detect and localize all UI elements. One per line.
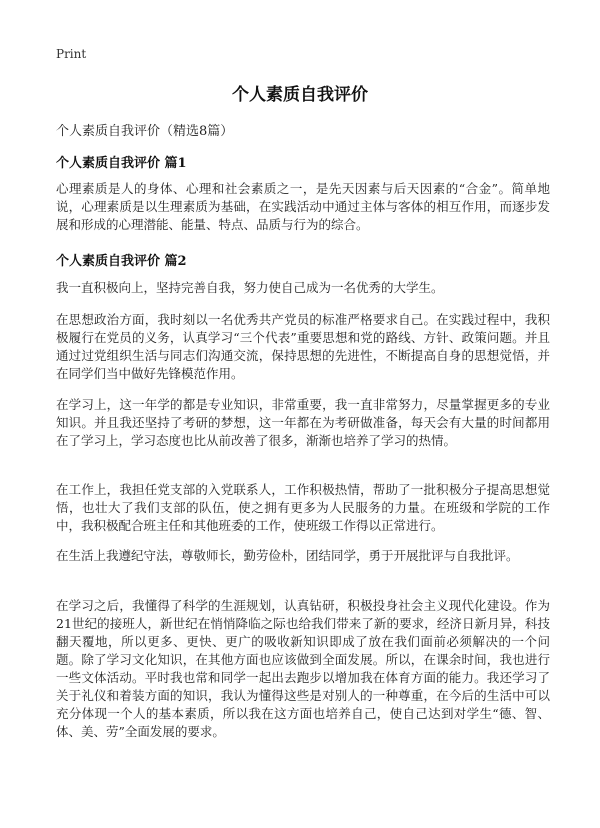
- section-2-paragraph-1: 我一直积极向上，坚持完善自我，努力使自己成为一名优秀的大学生。: [56, 280, 444, 295]
- page-subtitle: 个人素质自我评价（精选8篇）: [56, 124, 234, 139]
- section-2-paragraph-5: 在生活上我遵纪守法，尊敬师长，勤劳俭朴，团结同学，勇于开展批评与自我批评。: [56, 548, 519, 563]
- section-2-paragraph-4: 在工作上，我担任党支部的入党联系人，工作积极热情，帮助了一批积极分子提高思想觉悟，也壮大了我们支部的队伍，使之拥有更多为人民服务的力量。在班级和学院的工作中，我积极配合班主任和其他班委的工作，使班级工作得以正常进行。: [56, 482, 550, 533]
- section-heading-1: 个人素质自我评价 篇1: [56, 156, 187, 171]
- section-heading-2: 个人素质自我评价 篇2: [56, 254, 187, 269]
- section-2-paragraph-2: 在思想政治方面，我时刻以一名优秀共产党员的标准严格要求自己。在实践过程中，我积极履行在党员的义务，认真学习“三个代表”重要思想和党的路线、方针、政策问题。并且通过过党组织生活与同志们沟通交流，保持思想的先进性，不断提高自身的思想觉悟，并在同学们当中做好先锋模范作用。: [56, 312, 550, 381]
- print-link[interactable]: Print: [56, 47, 87, 61]
- section-1-paragraph-1: 心理素质是人的身体、心理和社会素质之一，是先天因素与后天因素的“合金”。简单地说，心理素质是以生理素质为基础，在实践活动中通过主体与客体的相互作用，而逐步发展和形成的心理潜能、能量、特点、品质与行为的综合。: [56, 181, 550, 232]
- page-title: 个人素质自我评价: [232, 85, 368, 105]
- section-2-paragraph-6: 在学习之后，我懂得了科学的生涯规划，认真钻研，积极投身社会主义现代化建设。作为21世纪的接班人，新世纪在悄悄降临之际也给我们带来了新的要求，经济日新月异，科技翻天覆地，所以更多、更快、更广的吸收新知识即成了放在我们面前必须解决的一个问题。除了学习文化知识，在其他方面也应该做到全面发展。所以，在课余时间，我也进行一些文体活动。平时我也常和同学一起出去跑步以增加我在体育方面的能力。我还学习了关于礼仪和着装方面的知识，我认为懂得这些是对别人的一种尊重，在今后的生活中可以充分体现一个人的基本素质，所以我在这方面也培养自己，使自己达到对学生“德、智、体、美、劳”全面发展的要求。: [56, 598, 550, 739]
- section-2-paragraph-3: 在学习上，这一年学的都是专业知识，非常重要，我一直非常努力，尽量掌握更多的专业知识。并且我还坚持了考研的梦想，这一年都在为考研做准备，每天会有大量的时间都用在了学习上，学习态度也比从前改善了很多，渐渐也培养了学习的热情。: [56, 397, 550, 448]
